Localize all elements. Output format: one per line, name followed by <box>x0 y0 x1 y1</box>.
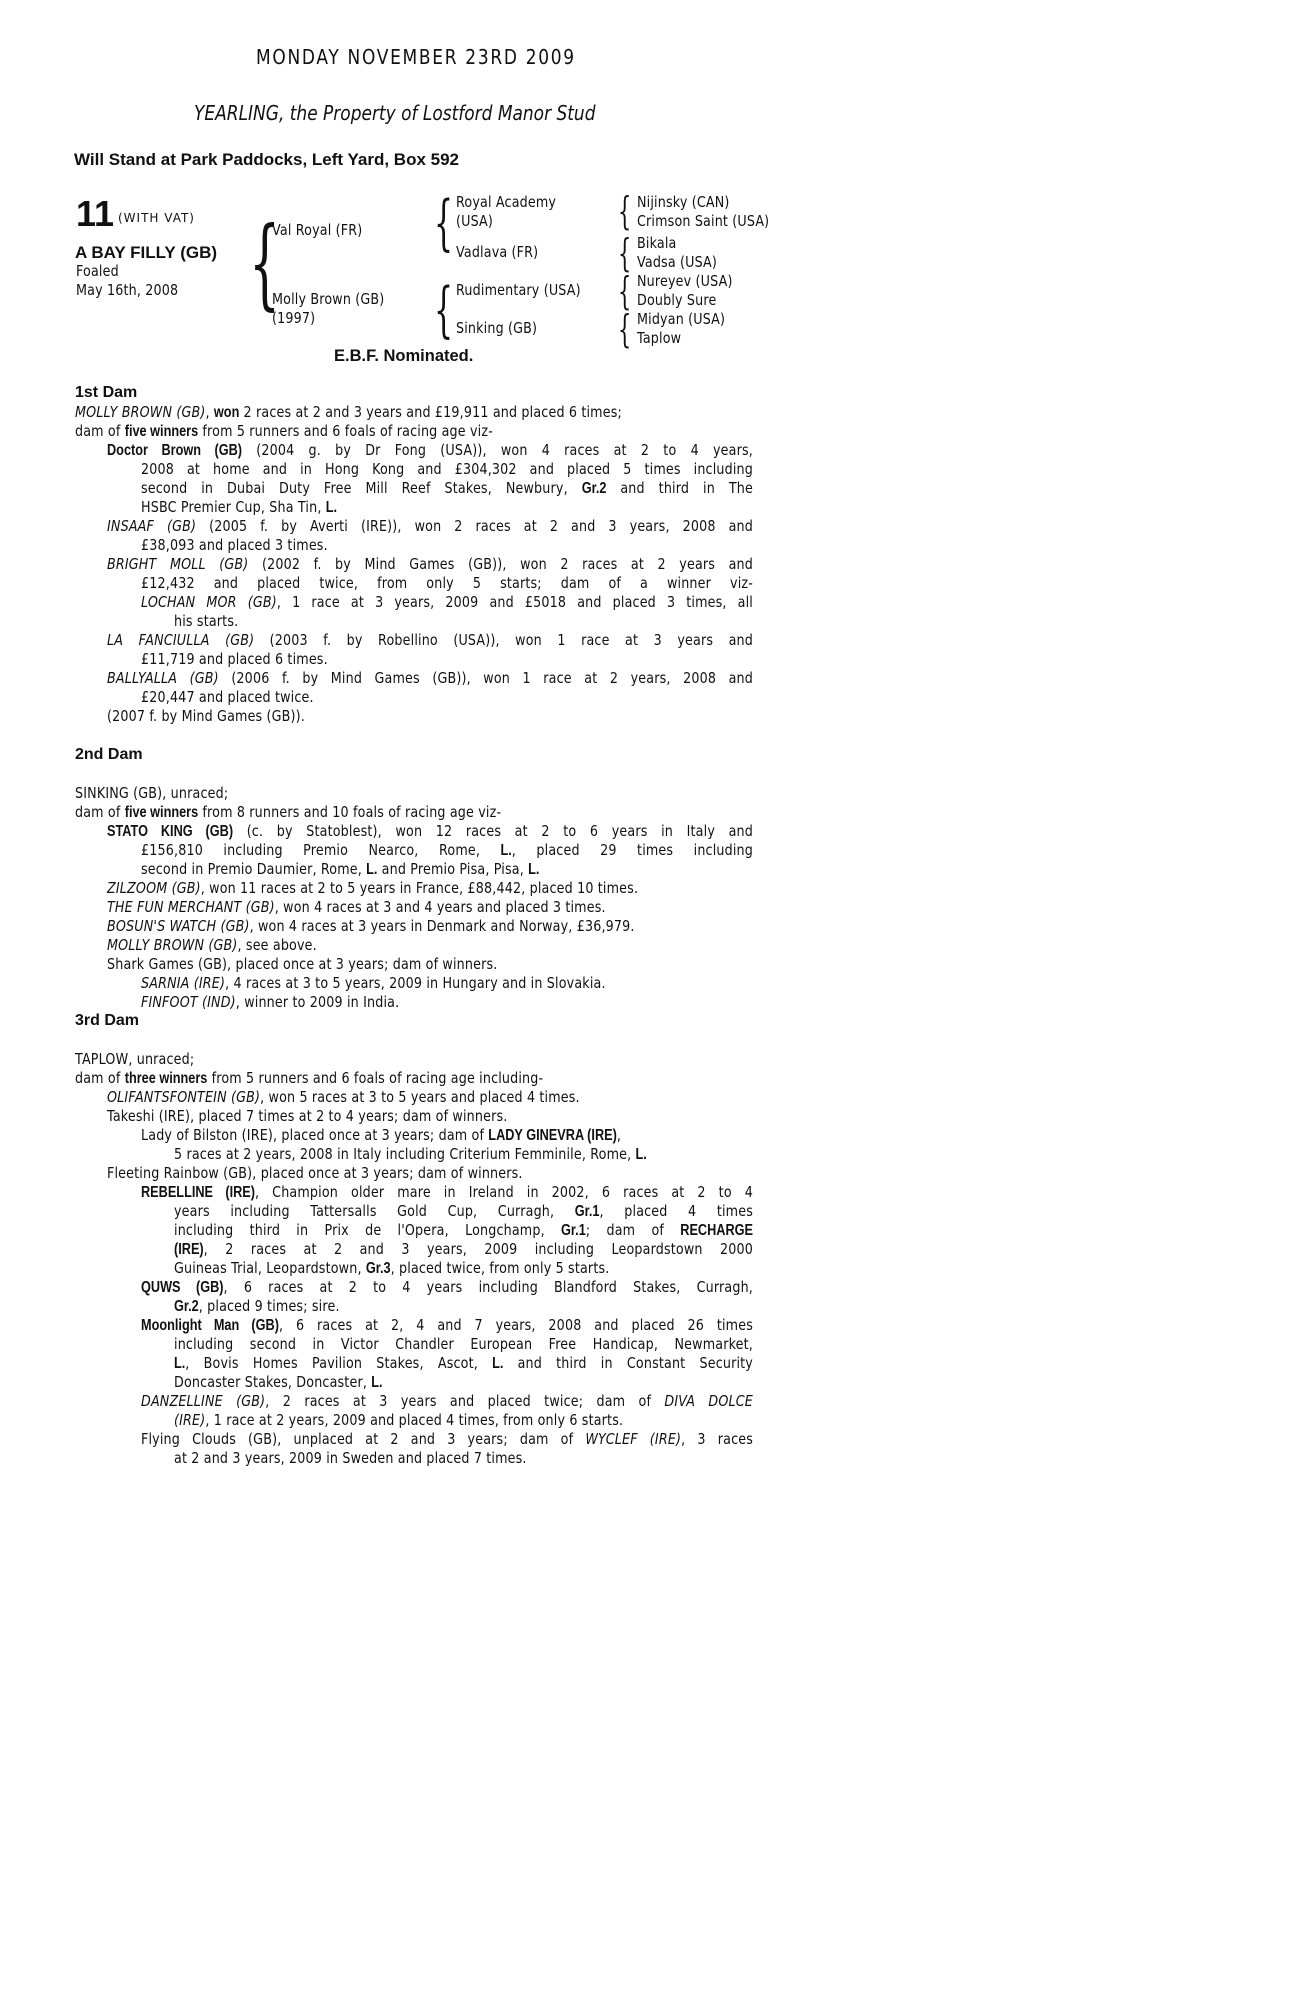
text-line: Guineas Trial, Leopardstown, Gr.3, placed twice, from only 5 starts. <box>174 1259 610 1277</box>
lot-subtitle: YEARLING, the Property of Lostford Manor Stud <box>194 101 596 125</box>
pedigree-ggs3: Bikala <box>637 234 677 252</box>
foaled-date: May 16th, 2008 <box>76 281 179 299</box>
text-line: at 2 and 3 years, 2009 in Sweden and placed 7 times. <box>174 1449 527 1467</box>
pedigree-ggs6: Doubly Sure <box>637 291 717 309</box>
text-line: BALLYALLA (GB) (2006 f. by Mind Games (GB)), won 1 race at 2 years, 2008 and <box>107 669 754 687</box>
text-line: SARNIA (IRE), 4 races at 3 to 5 years, 2009 in Hungary and in Slovakia. <box>141 974 606 992</box>
foaled-label: Foaled <box>76 262 119 280</box>
ebf-nominated: E.B.F. Nominated. <box>334 347 474 365</box>
sale-date: MONDAY NOVEMBER 23RD 2009 <box>256 45 576 69</box>
text-line: Shark Games (GB), placed once at 3 years; dam of winners. <box>107 955 498 973</box>
pedigree-dam-year: (1997) <box>272 309 316 327</box>
text-line: LOCHAN MOR (GB), 1 race at 3 years, 2009 and £5018 and placed 3 times, all <box>141 593 754 611</box>
text-line: BRIGHT MOLL (GB) (2002 f. by Mind Games (GB)), won 2 races at 2 years and <box>107 555 754 573</box>
text-line: Lady of Bilston (IRE), placed once at 3 years; dam of LADY GINEVRA (IRE), <box>141 1126 622 1144</box>
text-line: BOSUN'S WATCH (GB), won 4 races at 3 years in Denmark and Norway, £36,979. <box>107 917 635 935</box>
text-line: HSBC Premier Cup, Sha Tin, L. <box>141 498 338 516</box>
text-line: SINKING (GB), unraced; <box>75 784 229 802</box>
pedigree-ggs2: Crimson Saint (USA) <box>637 212 770 230</box>
text-line: dam of five winners from 8 runners and 10 foals of racing age viz- <box>75 803 502 821</box>
pedigree-sire: Val Royal (FR) <box>272 221 363 239</box>
text-line: Gr.2, placed 9 times; sire. <box>174 1297 340 1315</box>
pedigree-brace-main: { <box>249 207 281 321</box>
text-line: STATO KING (GB) (c. by Statoblest), won 12 races at 2 to 6 years in Italy and <box>107 822 754 840</box>
text-line: (IRE), 2 races at 2 and 3 years, 2009 including Leopardstown 2000 <box>174 1240 754 1258</box>
text-line: including second in Victor Chandler European Free Handicap, Newmarket, <box>174 1335 753 1353</box>
text-line: Doncaster Stakes, Doncaster, L. <box>174 1373 383 1391</box>
text-line: ZILZOOM (GB), won 11 races at 2 to 5 years in France, £88,442, placed 10 times. <box>107 879 639 897</box>
text-line: (2007 f. by Mind Games (GB)). <box>107 707 306 725</box>
horse-name: A BAY FILLY (GB) <box>75 243 218 262</box>
text-line: L., Bovis Homes Pavilion Stakes, Ascot, L. and third in Constant Security <box>174 1354 753 1372</box>
pedigree-ggs7: Midyan (USA) <box>637 310 726 328</box>
text-line: £11,719 and placed 6 times. <box>141 650 328 668</box>
text-line: Doctor Brown (GB) (2004 g. by Dr Fong (USA)), won 4 races at 2 to 4 years, <box>107 441 753 459</box>
pedigree-ggs8: Taplow <box>637 329 682 347</box>
text-line: Moonlight Man (GB), 6 races at 2, 4 and 7 years, 2008 and placed 26 times <box>141 1316 754 1334</box>
vat-note: (WITH VAT) <box>118 211 195 225</box>
text-line: THE FUN MERCHANT (GB), won 4 races at 3 and 4 years and placed 3 times. <box>107 898 606 916</box>
text-line: TAPLOW, unraced; <box>75 1050 195 1068</box>
text-line: £20,447 and placed twice. <box>141 688 314 706</box>
text-line: LA FANCIULLA (GB) (2003 f. by Robellino (USA)), won 1 race at 3 years and <box>107 631 753 649</box>
text-line: FINFOOT (IND), winner to 2009 in India. <box>141 993 400 1011</box>
text-line: OLIFANTSFONTEIN (GB), won 5 races at 3 to 5 years and placed 4 times. <box>107 1088 580 1106</box>
lot-number: 11 <box>76 193 115 234</box>
text-line: £156,810 including Premio Nearco, Rome, L., placed 29 times including <box>141 841 754 859</box>
text-line: second in Dubai Duty Free Mill Reef Stakes, Newbury, Gr.2 and third in The <box>141 479 754 497</box>
text-line: dam of five winners from 5 runners and 6 foals of racing age viz- <box>75 422 493 440</box>
text-line: Flying Clouds (GB), unplaced at 2 and 3 years; dam of WYCLEF (IRE), 3 races <box>141 1430 754 1448</box>
pedigree-gs4: Sinking (GB) <box>456 319 538 337</box>
text-line: REBELLINE (IRE), Champion older mare in Ireland in 2002, 6 races at 2 to 4 <box>141 1183 753 1201</box>
text-line: including third in Prix de l'Opera, Longchamp, Gr.1; dam of RECHARGE <box>174 1221 754 1239</box>
pedigree-brace-2: { <box>618 231 632 275</box>
pedigree-gs1: Royal Academy <box>456 193 557 211</box>
pedigree-brace-dam: { <box>434 275 454 345</box>
pedigree-brace-3: { <box>618 269 632 313</box>
text-line: £38,093 and placed 3 times. <box>141 536 328 554</box>
second-dam-heading: 2nd Dam <box>75 746 143 763</box>
text-line: dam of three winners from 5 runners and 6 foals of racing age including- <box>75 1069 544 1087</box>
stand-location: Will Stand at Park Paddocks, Left Yard, Box 592 <box>74 150 459 169</box>
pedigree-dam: Molly Brown (GB) <box>272 290 385 308</box>
first-dam-heading: 1st Dam <box>75 384 138 401</box>
text-line: (IRE), 1 race at 2 years, 2009 and placed 4 times, from only 6 starts. <box>174 1411 624 1429</box>
text-line: DANZELLINE (GB), 2 races at 3 years and placed twice; dam of DIVA DOLCE <box>141 1392 754 1410</box>
text-line: INSAAF (GB) (2005 f. by Averti (IRE)), won 2 races at 2 and 3 years, 2008 and <box>107 517 753 535</box>
pedigree-gs2: Vadlava (FR) <box>456 243 539 261</box>
text-line: MOLLY BROWN (GB), see above. <box>107 936 317 954</box>
text-line: years including Tattersalls Gold Cup, Curragh, Gr.1, placed 4 times <box>174 1202 754 1220</box>
pedigree-brace-4: { <box>618 307 632 351</box>
text-line: £12,432 and placed twice, from only 5 starts; dam of a winner viz- <box>141 574 753 592</box>
text-line: MOLLY BROWN (GB), won 2 races at 2 and 3 years and £19,911 and placed 6 times; <box>75 403 622 421</box>
text-line: Fleeting Rainbow (GB), placed once at 3 years; dam of winners. <box>107 1164 523 1182</box>
text-line: second in Premio Daumier, Rome, L. and Premio Pisa, Pisa, L. <box>141 860 540 878</box>
pedigree-ggs5: Nureyev (USA) <box>637 272 733 290</box>
text-line: 2008 at home and in Hong Kong and £304,302 and placed 5 times including <box>141 460 754 478</box>
pedigree-gs3: Rudimentary (USA) <box>456 281 581 299</box>
pedigree-ggs1: Nijinsky (CAN) <box>637 193 730 211</box>
pedigree-ggs4: Vadsa (USA) <box>637 253 718 271</box>
text-line: QUWS (GB), 6 races at 2 to 4 years including Blandford Stakes, Curragh, <box>141 1278 754 1296</box>
pedigree-gs1-country: (USA) <box>456 212 494 230</box>
text-line: his starts. <box>174 612 239 630</box>
pedigree-brace-1: { <box>618 189 632 233</box>
text-line: Takeshi (IRE), placed 7 times at 2 to 4 years; dam of winners. <box>107 1107 508 1125</box>
third-dam-heading: 3rd Dam <box>75 1012 140 1029</box>
pedigree-brace-sire: { <box>434 188 454 258</box>
text-line: 5 races at 2 years, 2008 in Italy including Criterium Femminile, Rome, L. <box>174 1145 647 1163</box>
